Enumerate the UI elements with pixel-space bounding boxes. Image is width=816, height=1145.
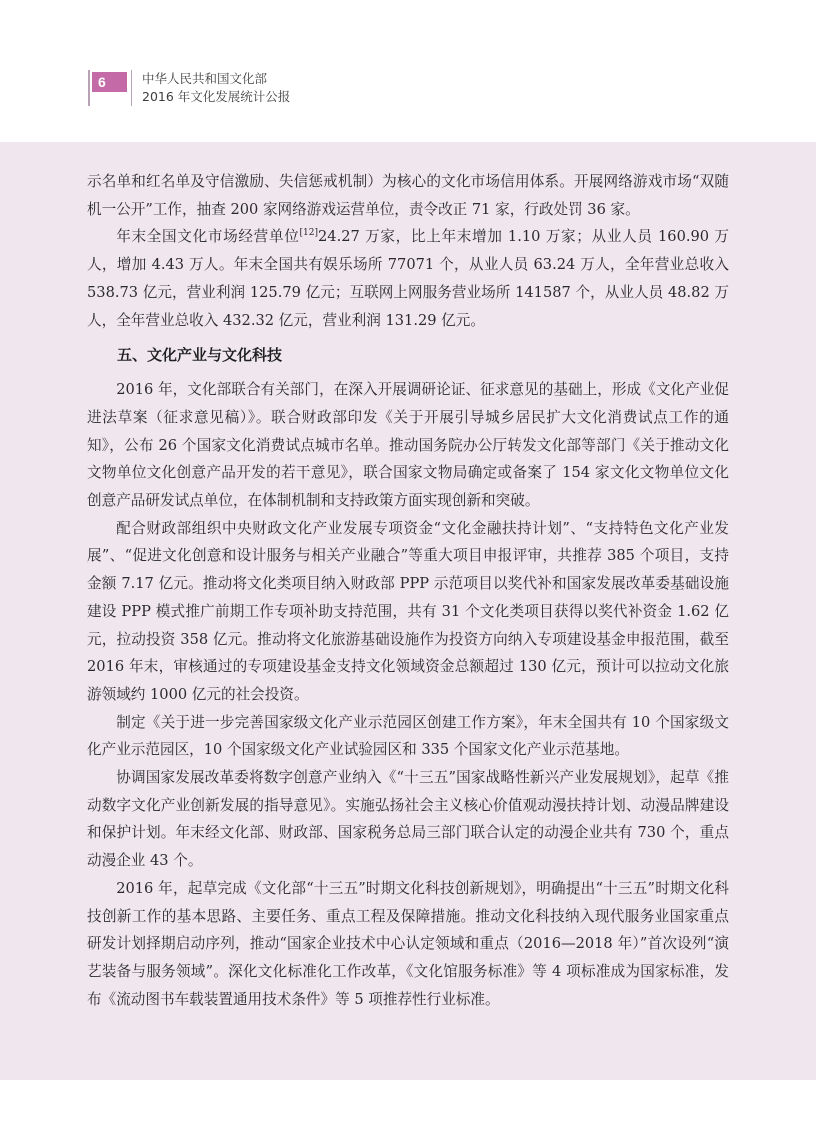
paragraph-parks: 制定《关于进一步完善国家级文化产业示范园区创建工作方案》，年末全国共有 10 个国家级文化产业示范园区，10 个国家级文化产业试验园区和 335 个国家文化产业示范基地。	[87, 713, 729, 759]
paragraph-market-stats-rest: 24.27 万家，比上年末增加 1.10 万家；从业人员 160.90 万人，增加 4.43 万人。年末全国共有娱乐场所 77071 个，从业人员 63.24 万人，全年营业总收入 538.73 亿元，营业利润 125.79 亿元；互联网上网服务营业场所 141587 个，从业人员 48.82 万人，全年营业总收入 432.32 亿元，营业利润 131.29 亿元。	[87, 228, 729, 329]
header-divider	[88, 70, 90, 106]
paragraph-industry-policy: 2016 年，文化部联合有关部门，在深入开展调研论证、征求意见的基础上，形成《文化产业促进法草案（征求意见稿）》。联合财政部印发《关于开展引导城乡居民扩大文化消费试点工作的通知》，公布 26 个国家文化消费试点城市名单。推动国务院办公厅转发文化部等部门《关于推动文化文物单位文化创意产品开发的若干意见》，联合国家文物局确定或备案了 154 家文化文物单位文化创意产品研发试点单位，在体制机制和支持政策方面实现创新和突破。	[87, 381, 729, 510]
paragraph-market-stats	[87, 223, 729, 334]
header-title-line1: 中华人民共和国文化部	[142, 71, 268, 86]
footnote-marker: [12]	[299, 228, 318, 239]
section-heading: 五、文化产业与文化科技	[117, 346, 283, 365]
paragraph-market-stats-start: 年末全国文化市场经营单位	[116, 228, 300, 246]
paragraph-digital-creative: 协调国家发展改革委将数字创意产业纳入《“十三五”国家战略性新兴产业发展规划》，起草《推动数字文化产业创新发展的指导意见》。实施弘扬社会主义核心价值观动漫扶持计划、动漫品牌建设和保护计划。年末经文化部、财政部、国家税务总局三部门联合认定的动漫企业共有 730 个，重点动漫企业 43 个。	[87, 769, 729, 870]
paragraph-continued: 示名单和红名单及守信激励、失信惩戒机制）为核心的文化市场信用体系。开展网络游戏市场“双随机一公开”工作，抽查 200 家网络游戏运营单位，责令改正 71 家，行政处罚 36 家。	[87, 173, 729, 218]
header-titles	[142, 70, 290, 106]
paragraph-funding: 配合财政部组织中央财政文化产业发展专项资金“文化金融扶持计划”、“支持特色文化产业发展”、“促进文化创意和设计服务与相关产业融合”等重大项目申报评审，共推荐 385 个项目，支持金额 7.17 亿元。推动将文化类项目纳入财政部 PPP 示范项目以奖代补和国家发展改革委基础设施建设 PPP 模式推广前期工作专项补助支持范围，共有 31 个文化类项目获得以奖代补资金 1.62 亿元，拉动投资 358 亿元。推动将文化旅游基础设施作为投资方向纳入专项建设基金申报范围，截至 2016 年末，审核通过的专项建设基金支持文化领域资金总额超过 130 亿元，预计可以拉动文化旅游领域约 1000 亿元的社会投资。	[87, 519, 729, 703]
header-divider-secondary	[131, 70, 132, 106]
page-header	[0, 0, 816, 142]
paragraph-technology: 2016 年，起草完成《文化部“十三五”时期文化科技创新规划》，明确提出“十三五”时期文化科技创新工作的基本思路、主要任务、重点工程及保障措施。推动文化科技纳入现代服务业国家重点研发计划择期启动序列，推动“国家企业技术中心认定领域和重点（2016—2018 年）”首次设列“演艺装备与服务领域”。深化文化标准化工作改革，《文化馆服务标准》等 4 项标准成为国家标准，发布《流动图书车载装置通用技术条件》等 5 项推荐性行业标准。	[87, 879, 729, 1008]
header-title-line2: 2016 年文化发展统计公报	[142, 89, 291, 104]
document-body	[87, 168, 729, 1013]
page-number: 6	[92, 72, 127, 92]
page-footer	[0, 1080, 816, 1145]
